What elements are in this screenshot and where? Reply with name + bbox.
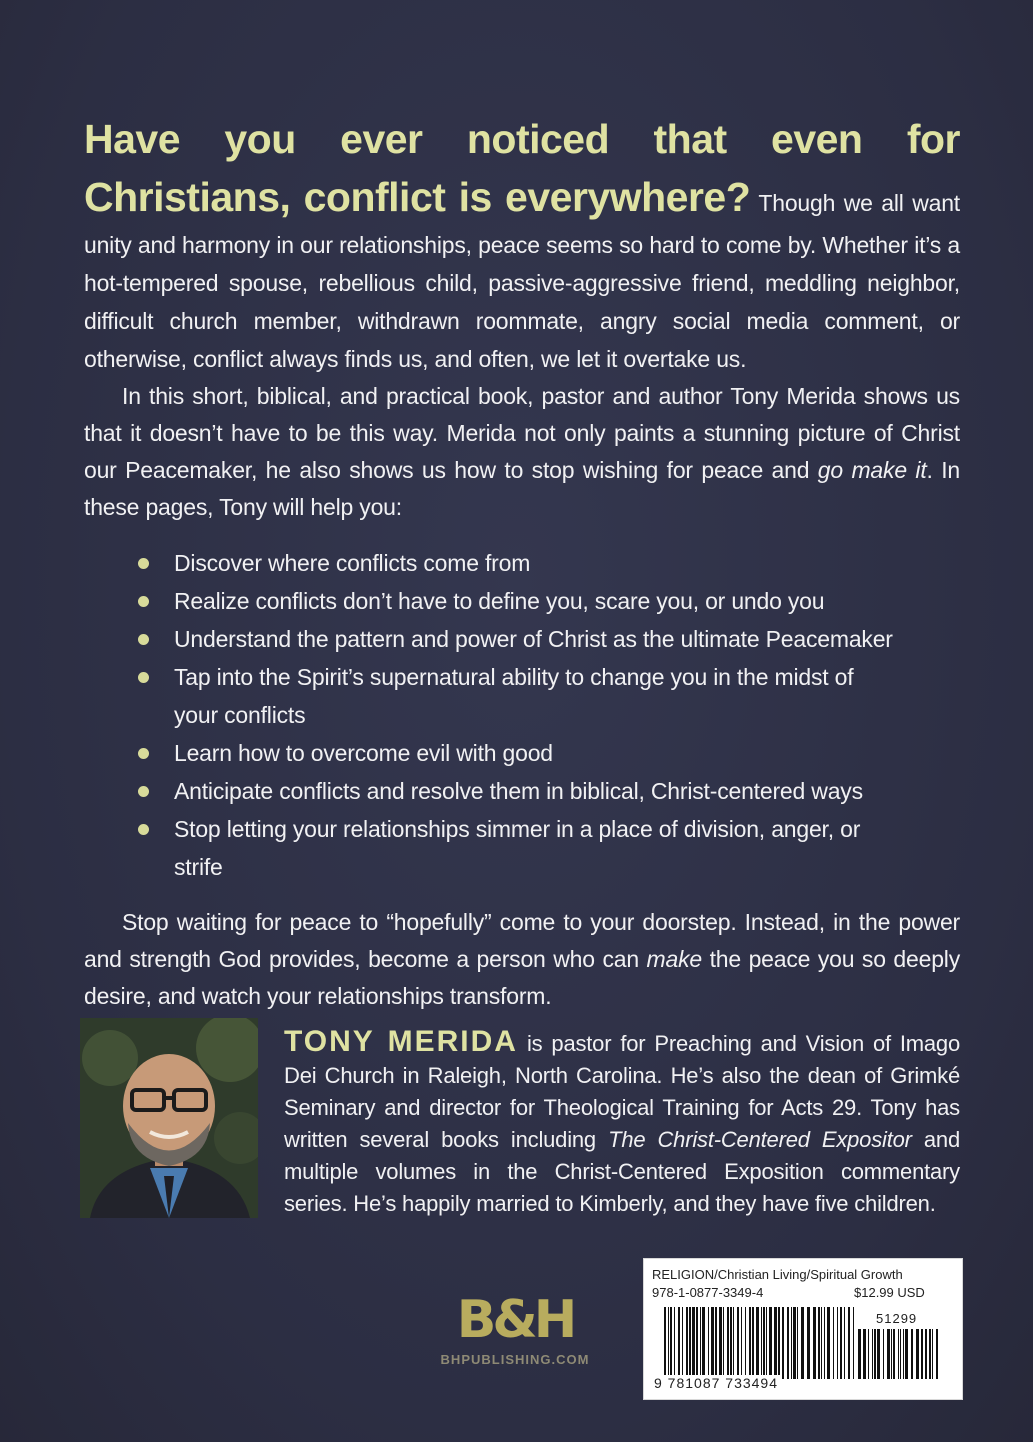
list-item-text: Tap into the Spirit’s supernatural ability to change you in the midst of your conflicts [174, 664, 854, 728]
barcode-addon-bars [858, 1329, 938, 1379]
book-title: The Christ-Centered Expositor [608, 1127, 912, 1152]
description-text: In this short, biblical, and practical book, pastor and author Tony Merida shows us that it doesn’t have to be this way. Merida not only paints a stunning picture of Christ our Peacemaker, he also shows us how to stop wishing for peace and [84, 383, 960, 483]
list-item-text: Anticipate conflicts and resolve them in biblical, Christ-centered ways [174, 778, 863, 804]
list-item [84, 734, 894, 772]
bullet-icon [138, 786, 149, 797]
closing-text-end: the peace you so deeply desire, and watch your relationships transform. [84, 946, 960, 1009]
list-item [84, 544, 894, 582]
description-text-end: . In these pages, Tony will help you: [84, 457, 960, 520]
barcode-bars [664, 1307, 854, 1379]
author-name: TONY MERIDA [284, 1025, 518, 1058]
barcode-digits: 9 781087 733494 [654, 1375, 778, 1391]
author-bio-text-end: and multiple volumes in the Christ-Centered Exposition commentary series. He’s happily married to Kimberly, and they have five children. [284, 1127, 960, 1216]
list-item [84, 620, 894, 658]
barcode-isbn: 978-1-0877-3349-4 [652, 1285, 764, 1300]
list-item [84, 582, 894, 620]
list-item [84, 658, 894, 734]
author-photo [80, 1018, 258, 1218]
barcode-label [643, 1258, 963, 1400]
author-section [80, 1018, 960, 1223]
barcode-category: RELIGION/Christian Living/Spiritual Growth [652, 1267, 903, 1282]
closing-paragraph [84, 904, 960, 1015]
list-item-text: Understand the pattern and power of Christ as the ultimate Peacemaker [174, 626, 893, 652]
bullet-icon [138, 672, 149, 683]
list-item-text: Stop letting your relationships simmer in a place of division, anger, or strife [174, 816, 861, 880]
benefits-list [84, 544, 960, 886]
bullet-icon [138, 596, 149, 607]
author-bio-text: is pastor for Preaching and Vision of Imago Dei Church in Raleigh, North Carolina. He’s also the dean of Grimké Seminary and director for Theological Training for Acts 29. Tony has written several books including [284, 1031, 961, 1152]
list-item-text: Discover where conflicts come from [174, 550, 531, 576]
barcode-price: $12.99 USD [854, 1285, 925, 1300]
description-emphasis: go make it [817, 457, 927, 483]
publisher-url: BHPUBLISHING.COM [440, 1352, 590, 1367]
barcode-addon-number: 51299 [876, 1311, 918, 1326]
author-portrait-image [80, 1018, 258, 1218]
bullet-icon [138, 824, 149, 835]
back-cover-copy [84, 110, 960, 1015]
intro-text: Though we all want unity and harmony in our relationships, peace seems so hard to come by. Whether it’s a hot-tempered spouse, rebellious child, passive-aggressive friend, meddling neighbor, difficult church member, withdrawn roommate, angry social media comment, or otherwise, conflict always finds us, and often, we let it overtake us. [84, 190, 960, 372]
list-item-text: Realize conflicts don’t have to define you, scare you, or undo you [174, 588, 825, 614]
intro-paragraph [84, 110, 960, 378]
bullet-icon [138, 634, 149, 645]
publisher-logo [430, 1290, 600, 1367]
closing-text: Stop waiting for peace to “hopefully” come to your doorstep. Instead, in the power and strength God provides, become a person who can [84, 909, 960, 972]
list-item-text: Learn how to overcome evil with good [174, 740, 553, 766]
bullet-icon [138, 748, 149, 759]
bullet-icon [138, 558, 149, 569]
list-item [84, 810, 894, 886]
list-item [84, 772, 894, 810]
publisher-logo-mark: B&H [456, 1290, 574, 1350]
description-paragraph [84, 378, 960, 526]
closing-emphasis: make [646, 946, 702, 972]
headline: Have you ever noticed that even for Christians, conflict is everywhere? [84, 116, 960, 220]
author-bio [284, 1026, 960, 1220]
